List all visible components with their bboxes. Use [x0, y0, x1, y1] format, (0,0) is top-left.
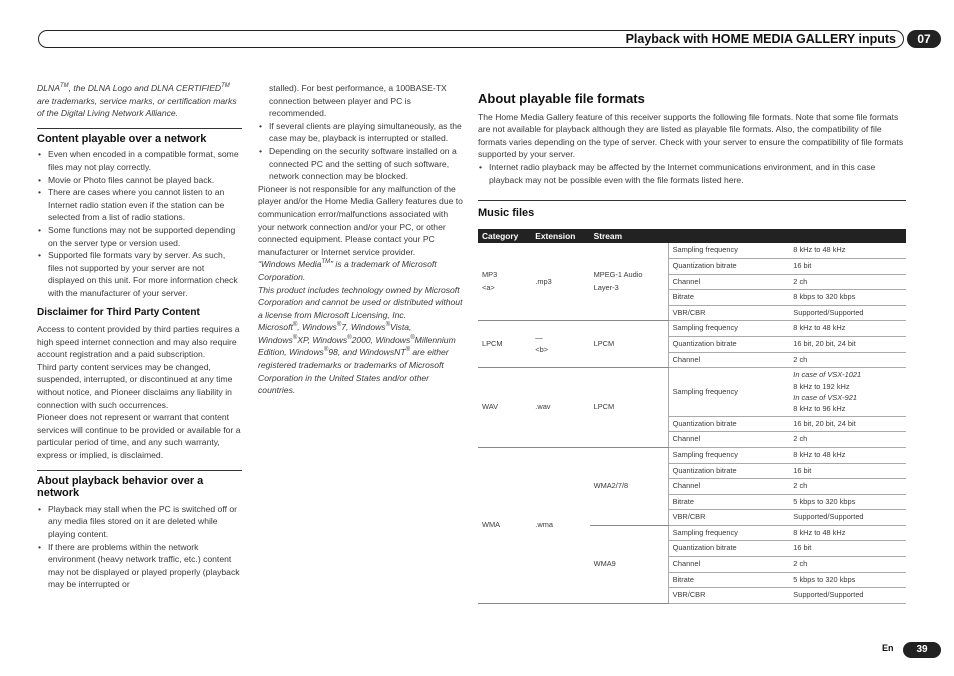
- list-item: • There are cases where you cannot listen to an Internet radio station even if the station can be selected from a list of radio stations.: [37, 186, 242, 224]
- parameter-cell: Channel: [668, 479, 789, 495]
- category-cell-mp3: MP3 <a>: [478, 243, 531, 320]
- value-cell: 8 kbps to 320 kbps: [789, 290, 906, 306]
- chapter-number-badge: 07: [907, 30, 941, 48]
- network-notes-list: [258, 120, 463, 183]
- playback-behavior-list: [37, 503, 242, 591]
- disclaimer-paragraph: Access to content provided by third parties requires a high speed internet connection and may also require account registration and a paid subscription.: [37, 324, 240, 360]
- category-cell-lpcm: LPCM: [478, 321, 531, 368]
- section-title-content-playable: Content playable over a network: [37, 128, 242, 146]
- parameter-cell: Quantization bitrate: [668, 463, 789, 479]
- microsoft-license-note: This product includes technology owned by Microsoft Corporation and cannot be used or distributed without a license from Microsoft Licensing, Inc.: [258, 284, 463, 320]
- extension-cell-mp3: .mp3: [531, 243, 589, 320]
- value-cell: 8 kHz to 48 kHz: [789, 243, 906, 258]
- stream-cell-lpcm: LPCM: [590, 321, 668, 368]
- file-formats-notes: [478, 161, 906, 186]
- music-files-table: [478, 229, 906, 604]
- column-left: [37, 82, 242, 591]
- header-extension: Extension: [531, 229, 589, 244]
- stream-cell-wma9: WMA9: [590, 525, 668, 603]
- list-item: • Supported file formats vary by server. As such, files not supported by your server are not displayed on this unit. For more information check with the manufacturer of your server.: [37, 249, 242, 299]
- header-category: Category: [478, 229, 531, 244]
- disclaimer-paragraph: Third party content services may be changed, suspended, interrupted, or discontinued at any time without notice, and Pioneer disclaims any liability in connection with such occurrences.: [37, 361, 233, 410]
- parameter-cell: Quantization bitrate: [668, 258, 789, 274]
- list-item: • Movie or Photo files cannot be played back.: [37, 174, 242, 187]
- header-blank: [668, 229, 789, 244]
- table-header-row: [478, 229, 906, 244]
- extension-cell-lpcm: — <b>: [531, 321, 589, 368]
- value-cell: 2 ch: [789, 352, 906, 368]
- parameter-cell: Channel: [668, 432, 789, 448]
- content-playable-list: [37, 148, 242, 299]
- value-cell: In case of VSX-1021 8 kHz to 192 kHz In case of VSX-921 8 kHz to 96 kHz: [789, 368, 906, 417]
- value-cell: Supported/Supported: [789, 588, 906, 604]
- extension-cell-wma: .wma: [531, 447, 589, 603]
- value-cell: 2 ch: [789, 432, 906, 448]
- disclaimer-paragraph: Pioneer does not represent or warrant that content services will continue to be provided or available for a particular period of time, and any such warranty, express or implied, is disclaimed.: [37, 412, 241, 461]
- extension-cell-wav: .wav: [531, 368, 589, 448]
- parameter-cell: Quantization bitrate: [668, 416, 789, 432]
- parameter-cell: Bitrate: [668, 572, 789, 588]
- microsoft-trademarks: Microsoft®, Windows®7, Windows®Vista, Windows®XP, Windows®2000, Windows®Millennium Edition, Windows®98, and WindowsNT® are either registered trademarks or trademarks of Microsoft Corporation in the United States and/or other countries.: [258, 322, 456, 396]
- column-middle: [258, 82, 463, 397]
- value-cell: 2 ch: [789, 274, 906, 290]
- value-cell: 2 ch: [789, 479, 906, 495]
- table-row: [478, 447, 906, 463]
- value-cell: Supported/Supported: [789, 305, 906, 321]
- table-row: [478, 321, 906, 337]
- chapter-title: Playback with HOME MEDIA GALLERY inputs: [625, 32, 896, 46]
- stream-cell-wav: LPCM: [590, 368, 668, 448]
- parameter-cell: Sampling frequency: [668, 368, 789, 417]
- list-item: • If there are problems within the network environment (heavy network traffic, etc.) content may not be displayed or played properly (playback may be interrupted or: [37, 541, 242, 591]
- section-title-disclaimer: Disclaimer for Third Party Content: [37, 306, 200, 318]
- value-cell: 16 bit: [789, 541, 906, 557]
- parameter-cell: Sampling frequency: [668, 321, 789, 337]
- category-cell-wav: WAV: [478, 368, 531, 448]
- file-formats-intro: The Home Media Gallery feature of this receiver supports the following file formats. Note that some file formats are not available for playback although they are listed as playable file formats. Also, the compatibility of file formats varies depending on the type of server. Check with your server to ensure the compatibility of file formats supported by your server.: [478, 111, 904, 160]
- value-cell: 16 bit: [789, 258, 906, 274]
- value-cell: 8 kHz to 48 kHz: [789, 447, 906, 463]
- value-cell: 16 bit, 20 bit, 24 bit: [789, 336, 906, 352]
- stream-cell-mp3: MPEG-1 Audio Layer-3: [590, 243, 668, 320]
- language-label: En: [882, 643, 894, 653]
- value-cell: 5 kbps to 320 kbps: [789, 572, 906, 588]
- parameter-cell: Sampling frequency: [668, 243, 789, 258]
- category-cell-wma: WMA: [478, 447, 531, 603]
- continued-paragraph: stalled). For best performance, a 100BASE-TX connection between player and PC is recommended.: [269, 83, 447, 119]
- list-item: • Playback may stall when the PC is switched off or any media files stored on it are deleted while playing content.: [37, 503, 242, 541]
- page-number-badge: 39: [903, 642, 941, 658]
- table-row: [478, 368, 906, 417]
- list-item: • Some functions may not be supported depending on the server type or version used.: [37, 224, 242, 249]
- header-blank: [789, 229, 906, 244]
- parameter-cell: VBR/CBR: [668, 588, 789, 604]
- value-cell: 2 ch: [789, 557, 906, 573]
- parameter-cell: Quantization bitrate: [668, 336, 789, 352]
- parameter-cell: Channel: [668, 274, 789, 290]
- parameter-cell: Quantization bitrate: [668, 541, 789, 557]
- value-cell: 8 kHz to 48 kHz: [789, 525, 906, 541]
- parameter-cell: VBR/CBR: [668, 305, 789, 321]
- list-item: • If several clients are playing simultaneously, as the case may be, playback is interrupted or stalled.: [258, 120, 463, 145]
- value-cell: 5 kbps to 320 kbps: [789, 494, 906, 510]
- section-title-playback-behavior: About playback behavior over a network: [37, 470, 242, 500]
- list-item: • Depending on the security software installed on a connected PC and the setting of such software, network connection may be blocked.: [258, 145, 463, 183]
- table-row: [478, 243, 906, 258]
- parameter-cell: VBR/CBR: [668, 510, 789, 526]
- music-files-title: Music files: [478, 207, 535, 220]
- column-right: [478, 93, 906, 604]
- parameter-cell: Channel: [668, 352, 789, 368]
- section-title-file-formats: About playable file formats: [478, 91, 645, 106]
- responsibility-paragraph: Pioneer is not responsible for any malfunction of the player and/or the Home Media Gallery features due to communication error/malfunctions associated with your network connection and/or your PC, or other connected equipment. Please contact your PC manufacturer or Internet service provider.: [258, 183, 463, 257]
- value-cell: 16 bit: [789, 463, 906, 479]
- header-stream: Stream: [590, 229, 668, 244]
- value-cell: 8 kHz to 48 kHz: [789, 321, 906, 337]
- list-item: • Internet radio playback may be affected by the Internet communications environment, and in this case playback may not be possible even with the file formats listed here.: [478, 161, 906, 186]
- value-cell: 16 bit, 20 bit, 24 bit: [789, 416, 906, 432]
- parameter-cell: Bitrate: [668, 290, 789, 306]
- parameter-cell: Channel: [668, 557, 789, 573]
- parameter-cell: Bitrate: [668, 494, 789, 510]
- stream-cell-wma278: WMA2/7/8: [590, 447, 668, 525]
- parameter-cell: Sampling frequency: [668, 525, 789, 541]
- list-item: • Even when encoded in a compatible format, some files may not play correctly.: [37, 148, 242, 173]
- value-cell: Supported/Supported: [789, 510, 906, 526]
- dlna-trademark-note: DLNA™, the DLNA Logo and DLNA CERTIFIED™ are trademarks, service marks, or certification marks of the Digital Living Network Alliance.: [37, 83, 237, 119]
- windows-media-trademark: “Windows Media™” is a trademark of Microsoft Corporation.: [258, 259, 437, 282]
- parameter-cell: Sampling frequency: [668, 447, 789, 463]
